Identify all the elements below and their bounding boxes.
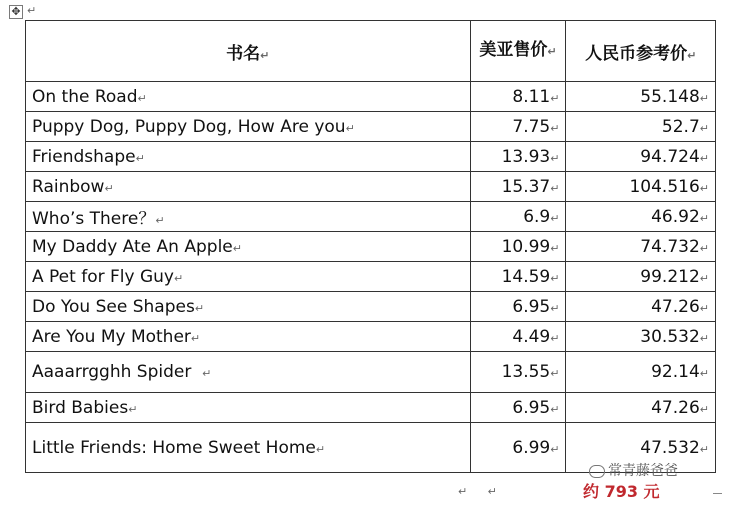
table-row — [26, 393, 716, 423]
table-row — [26, 352, 716, 393]
table-row — [26, 202, 716, 232]
us-price-cell: 14.59↵ — [470, 262, 566, 292]
rmb-price-cell: 92.14↵ — [566, 352, 716, 393]
table-row — [26, 232, 716, 262]
wechat-icon — [589, 465, 605, 478]
book-title-cell: A Pet for Fly Guy↵ — [26, 262, 471, 292]
table-row — [26, 322, 716, 352]
book-title-cell: Rainbow↵ — [26, 172, 471, 202]
table-row — [26, 142, 716, 172]
table-row — [26, 172, 716, 202]
table-move-handle-icon[interactable]: ✥ — [9, 5, 23, 19]
us-price-cell: 13.55↵ — [470, 352, 566, 393]
us-price-cell: 6.95↵ — [470, 292, 566, 322]
rmb-price-cell: 74.732↵ — [566, 232, 716, 262]
book-title-cell: On the Road↵ — [26, 82, 471, 112]
header-rmb-price: 人民币参考价↵ — [566, 21, 716, 82]
header-us-price: 美亚售价↵ — [470, 21, 566, 82]
book-title-cell: Little Friends: Home Sweet Home↵ — [26, 423, 471, 473]
table-row — [26, 292, 716, 322]
us-price-cell: 8.11↵ — [470, 82, 566, 112]
us-price-cell: 15.37↵ — [470, 172, 566, 202]
book-title-cell: Who’s There？↵ — [26, 202, 471, 232]
rmb-price-cell: 47.26↵ — [566, 393, 716, 423]
table-row — [26, 112, 716, 142]
page-corner-mark — [713, 493, 722, 502]
table-row — [26, 262, 716, 292]
book-title-cell: Are You My Mother↵ — [26, 322, 471, 352]
us-price-cell: 6.99↵ — [470, 423, 566, 473]
table-header-row — [26, 21, 716, 82]
us-price-cell: 6.9↵ — [470, 202, 566, 232]
book-title-cell: Do You See Shapes↵ — [26, 292, 471, 322]
rmb-price-cell: 47.26↵ — [566, 292, 716, 322]
paragraph-mark-icon: ↵ — [458, 485, 468, 498]
table-row — [26, 82, 716, 112]
total-price-note: 约 793 元 — [583, 482, 660, 501]
us-price-cell: 6.95↵ — [470, 393, 566, 423]
us-price-cell: 10.99↵ — [470, 232, 566, 262]
header-book-name: 书名↵ — [26, 21, 471, 82]
rmb-price-cell: 30.532↵ — [566, 322, 716, 352]
rmb-price-cell: 94.724↵ — [566, 142, 716, 172]
book-title-cell: My Daddy Ate An Apple↵ — [26, 232, 471, 262]
paragraph-mark-icon: ↵ — [487, 485, 497, 498]
book-title-cell: Bird Babies↵ — [26, 393, 471, 423]
rmb-price-cell: 46.92↵ — [566, 202, 716, 232]
book-price-table — [25, 20, 716, 473]
book-title-cell: Aaaarrgghh Spider ↵ — [26, 352, 471, 393]
footer-paragraph-marks — [458, 480, 497, 499]
paragraph-mark-icon: ↵ — [27, 4, 37, 17]
rmb-price-cell: 52.7↵ — [566, 112, 716, 142]
book-title-cell: Friendshape↵ — [26, 142, 471, 172]
rmb-price-cell: 99.212↵ — [566, 262, 716, 292]
us-price-cell: 4.49↵ — [470, 322, 566, 352]
wechat-watermark: 常青藤爸爸 — [589, 460, 678, 480]
rmb-price-cell: 55.148↵ — [566, 82, 716, 112]
rmb-price-cell: 104.516↵ — [566, 172, 716, 202]
rmb-price-cell: 47.532↵ — [566, 423, 716, 473]
us-price-cell: 13.93↵ — [470, 142, 566, 172]
book-title-cell: Puppy Dog, Puppy Dog, How Are you↵ — [26, 112, 471, 142]
us-price-cell: 7.75↵ — [470, 112, 566, 142]
